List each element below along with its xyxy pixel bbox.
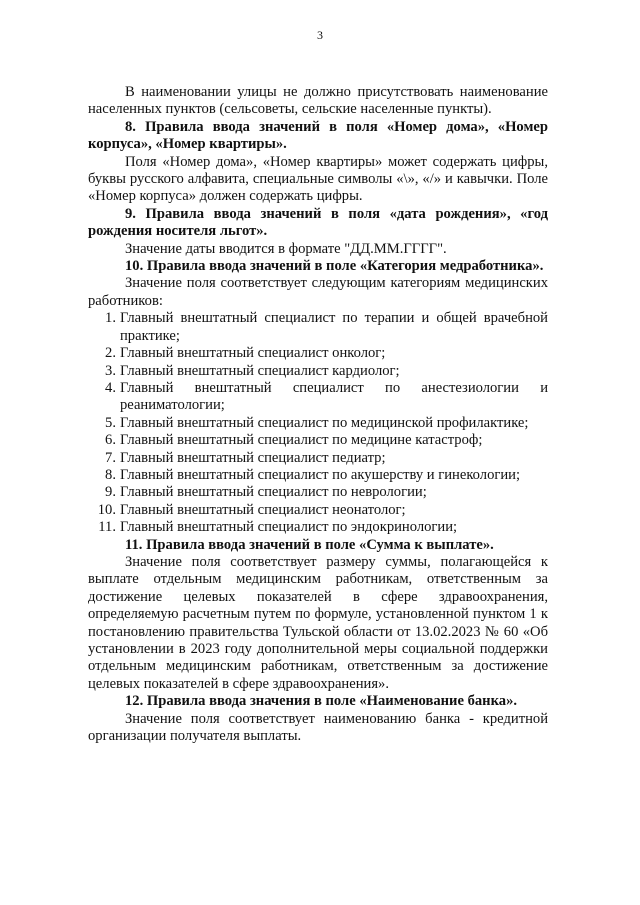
- list-item: [88, 467, 548, 484]
- list-item-number: 3.: [105, 362, 116, 379]
- list-item-text: Главный внештатный специалист по терапии и общей врачебной практике;: [120, 310, 548, 344]
- section-heading: 11. Правила ввода значений в поле «Сумма к выплате».: [125, 536, 494, 553]
- list-item-text: Главный внештатный специалист по акушерству и гинекологии;: [120, 466, 521, 483]
- list-item-text: Главный внештатный специалист кардиолог;: [120, 362, 400, 379]
- list-item: [88, 345, 548, 362]
- list-item-number: 8.: [105, 466, 116, 483]
- paragraph: Значение даты вводится в формате "ДД.ММ.ГГГГ".: [125, 240, 447, 257]
- paragraph: Значение поля соответствует следующим категориям медицинских работников:: [88, 275, 548, 309]
- list-item: [88, 380, 548, 415]
- list-item-number: 9.: [105, 484, 116, 501]
- list-item-text: Главный внештатный специалист по эндокринологии;: [120, 519, 458, 536]
- list-item-number: 4.: [105, 379, 116, 396]
- paragraph: Значение поля соответствует размеру суммы, полагающейся к выплате отдельным медицинским работникам, ответственным за достижение целевых показателей в сфере здравоохранения, определяемую расчетным путем по формуле, установленной пунктом 1 к постановлению правительства Тульской области от 13.02.2023 № 60 «Об установлении в 2023 году дополнительной меры социальной поддержки отдельным медицинским работникам, ответственным за достижение целевых показателей в сфере здравоохранения».: [88, 553, 548, 692]
- list-item: [88, 432, 548, 449]
- paragraph: Поля «Номер дома», «Номер квартиры» может содержать цифры, буквы русского алфавита, специальные символы «\», «/» и кавычки. Поле «Номер корпуса» должен содержать цифры.: [88, 153, 548, 205]
- section-heading: 12. Правила ввода значения в поле «Наименование банка».: [125, 693, 518, 710]
- list-item: [88, 502, 548, 519]
- list-item: [88, 363, 548, 380]
- list-item-text: Главный внештатный специалист по неврологии;: [120, 484, 427, 501]
- section-bottom: [88, 537, 548, 746]
- section-heading: 8. Правила ввода значений в поля «Номер дома», «Номер корпуса», «Номер квартиры».: [88, 118, 548, 153]
- list-item-number: 2.: [105, 345, 116, 362]
- document-body: [88, 84, 548, 745]
- list-item-number: 11.: [98, 519, 116, 536]
- section-heading: 9. Правила ввода значений в поля «дата рождения», «год рождения носителя льгот».: [88, 205, 548, 240]
- list-item-text: Главный внештатный специалист по медицинской профилактике;: [120, 414, 529, 431]
- list-item: [88, 484, 548, 501]
- list-item-number: 1.: [105, 310, 116, 327]
- list-item-number: 5.: [105, 414, 116, 431]
- category-list: [88, 310, 548, 536]
- list-item: [88, 519, 548, 536]
- list-item: [88, 450, 548, 467]
- paragraph: Значение поля соответствует наименованию банка - кредитной организации получателя выплаты.: [88, 710, 548, 745]
- list-item: [88, 415, 548, 432]
- list-item-text: Главный внештатный специалист онколог;: [120, 345, 386, 362]
- section-heading: 10. Правила ввода значений в поле «Категория медработника».: [125, 258, 544, 275]
- list-item-text: Главный внештатный специалист педиатр;: [120, 449, 386, 466]
- page-number: 3: [317, 28, 323, 42]
- list-item-text: Главный внештатный специалист по медицине катастроф;: [120, 432, 483, 449]
- list-item-number: 7.: [105, 449, 116, 466]
- list-item-number: 10.: [97, 501, 116, 518]
- paragraph: В наименовании улицы не должно присутствовать наименование населенных пунктов (сельсоветы, сельские населенные пункты).: [88, 84, 548, 118]
- list-item: [88, 310, 548, 345]
- list-item-text: Главный внештатный специалист по анестезиологии и реаниматологии;: [120, 379, 548, 414]
- list-item-text: Главный внештатный специалист неонатолог;: [120, 501, 406, 518]
- section-top: [88, 84, 548, 310]
- list-item-number: 6.: [105, 432, 116, 449]
